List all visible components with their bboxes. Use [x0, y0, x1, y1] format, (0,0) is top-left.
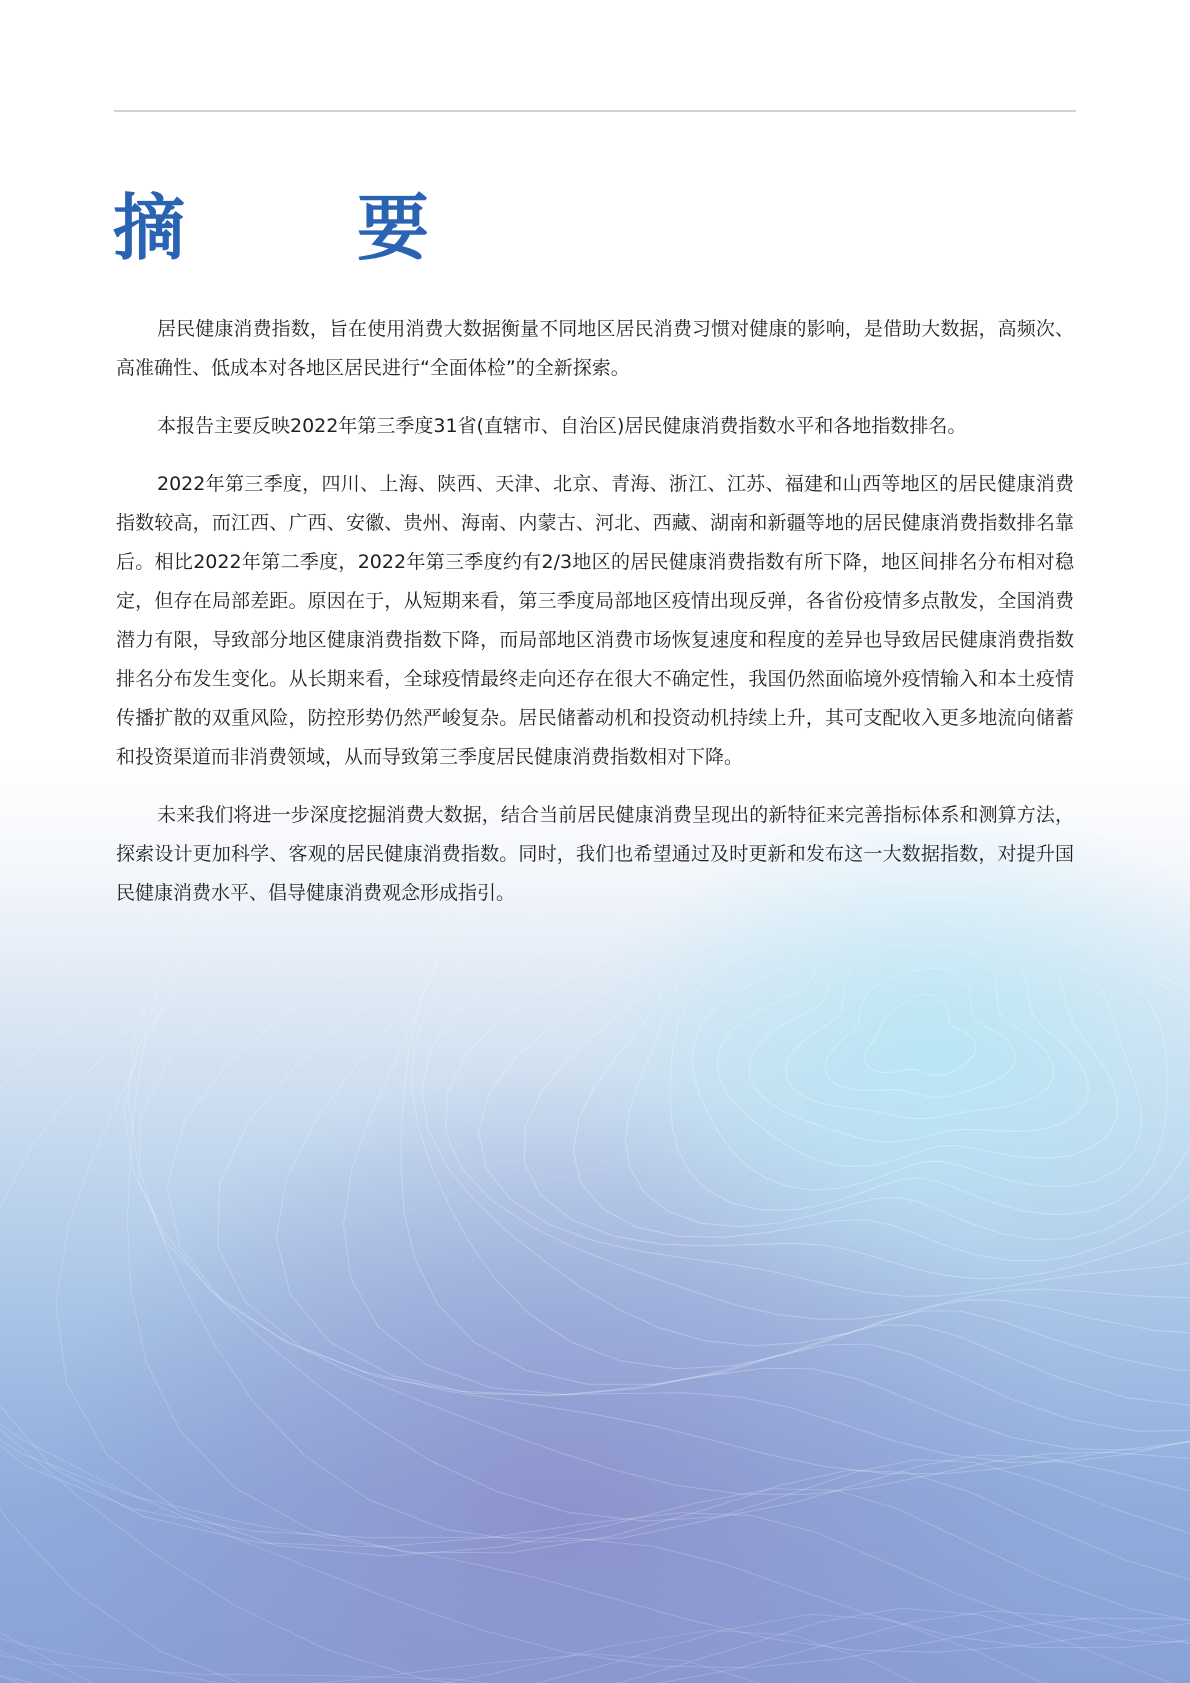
page-title: 摘 要 [113, 186, 480, 270]
abstract-paragraph: 2022年第三季度，四川、上海、陕西、天津、北京、青海、浙江、江苏、福建和山西等地区的居民健康消费指数较高，而江西、广西、安徽、贵州、海南、内蒙古、河北、西藏、湖南和新疆等地的居民健康消费指数排名靠后。相比2022年第二季度，2022年第三季度约有2/3地区的居民健康消费指数有所下降，地区间排名分布相对稳定，但存在局部差距。原因在于，从短期来看，第三季度局部地区疫情出现反弹，各省份疫情多点散发，全国消费潜力有限，导致部分地区健康消费指数下降，而局部地区消费市场恢复速度和程度的差异也导致居民健康消费指数排名分布发生变化。从长期来看，全球疫情最终走向还存在很大不确定性，我国仍然面临境外疫情输入和本土疫情传播扩散的双重风险，防控形势仍然严峻复杂。居民储蓄动机和投资动机持续上升，其可支配收入更多地流向储蓄和投资渠道而非消费领域，从而导致第三季度居民健康消费指数相对下降。 [116, 473, 1074, 768]
wave-contour-line [826, 968, 1016, 1097]
abstract-paragraph: 居民健康消费指数，旨在使用消费大数据衡量不同地区居民消费习惯对健康的影响，是借助大数据，高频次、高准确性、低成本对各地区居民进行“全面体检”的全新探索。 [116, 318, 1074, 379]
abstract-paragraph: 未来我们将进一步深度挖掘消费大数据，结合当前居民健康消费呈现出的新特征来完善指标体系和测算方法，探索设计更加科学、客观的居民健康消费指数。同时，我们也希望通过及时更新和发布这一大数据指数，对提升国民健康消费水平、倡导健康消费观念形成指引。 [116, 804, 1074, 904]
wave-contour-line [865, 994, 976, 1075]
header-divider [114, 110, 1076, 112]
abstract-body [116, 310, 1074, 932]
wave-contour-line [749, 912, 1088, 1142]
abstract-paragraph: 本报告主要反映2022年第三季度31省(直辖市、自治区)居民健康消费指数水平和各地指数排名。 [157, 415, 967, 437]
